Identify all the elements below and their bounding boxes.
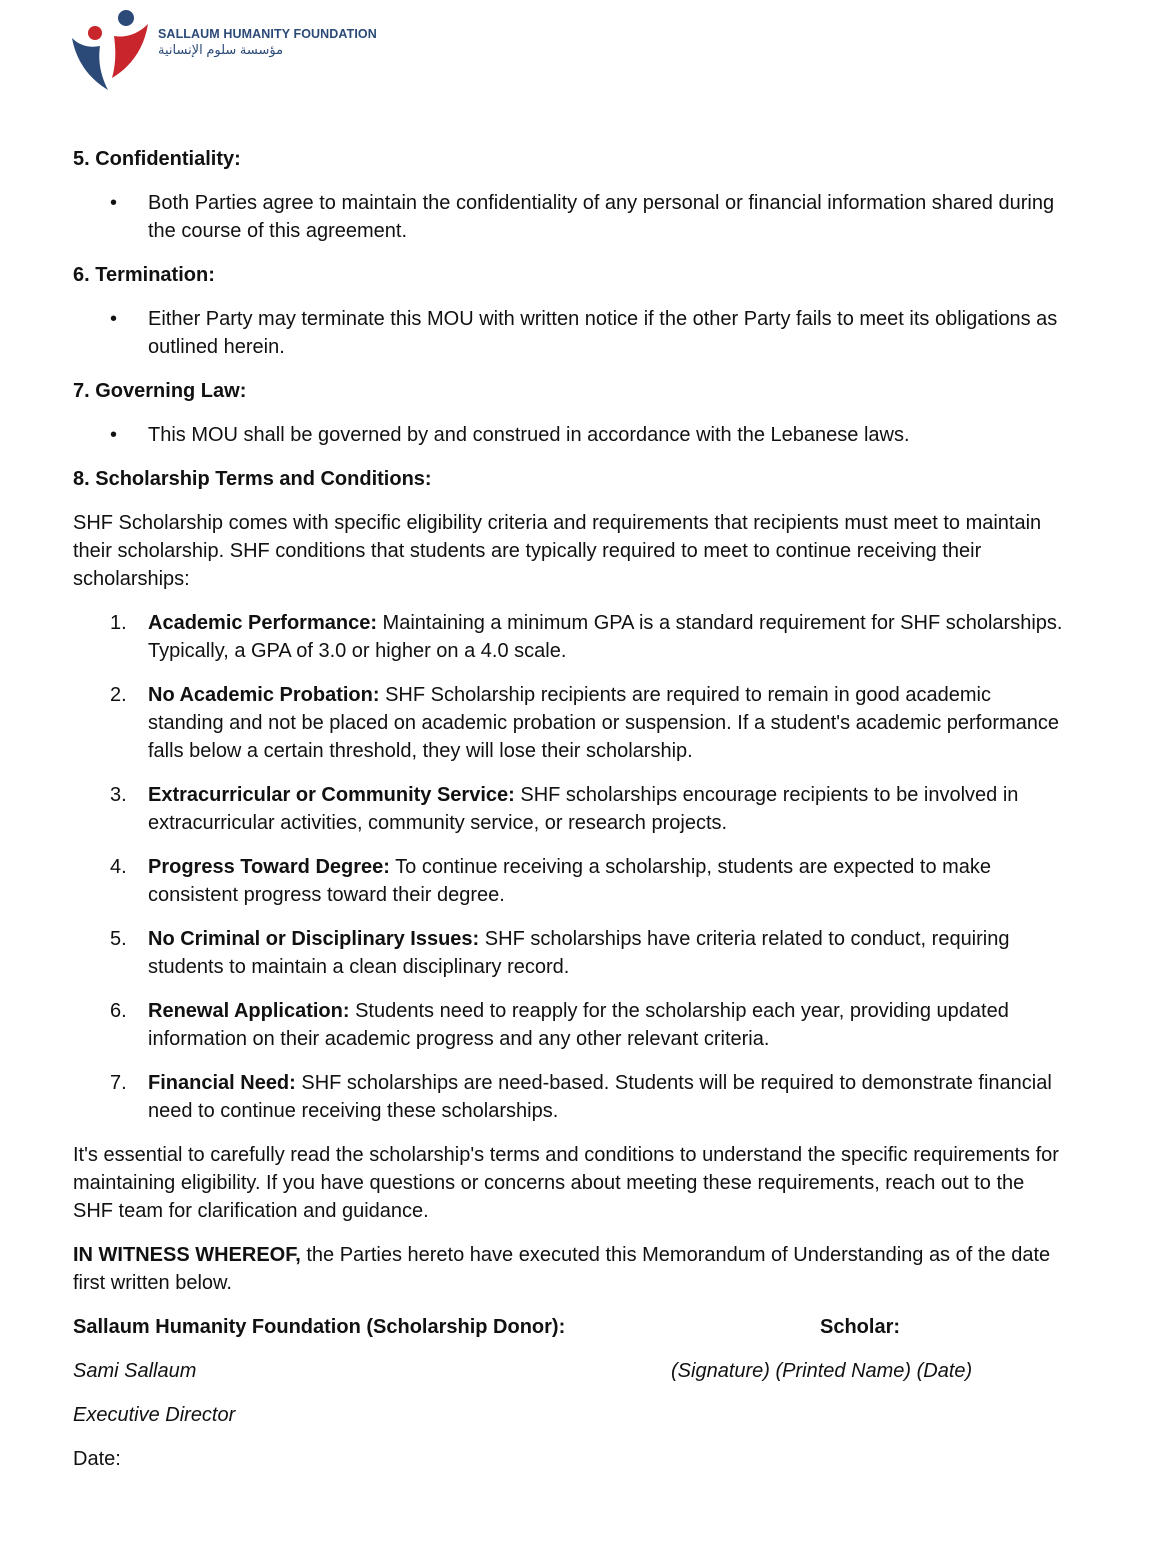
item-text: SHF scholarships are need-based. Students will be required to demonstrate financial need to continue receiving these scholarships. [148, 1072, 1052, 1122]
item-number: 4. [110, 856, 127, 878]
donor-label: Sallaum Humanity Foundation (Scholarship Donor): [73, 1316, 566, 1338]
list-item: • Both Parties agree to maintain the confidentiality of any personal or financial information shared during the course of this agreement. [110, 192, 1055, 242]
item-title: No Criminal or Disciplinary Issues: [148, 928, 480, 950]
list-item [73, 609, 1063, 665]
signature-names-row [73, 1357, 1063, 1385]
governing-law-list [73, 421, 1063, 449]
list-item: • Either Party may terminate this MOU with written notice if the other Party fails to meet its obligations as outlined herein. [110, 308, 1058, 358]
item-text: SHF scholarships have criteria related to conduct, requiring students to maintain a clean disciplinary record. [148, 928, 1010, 978]
item-text: SHF scholarships encourage recipients to be involved in extracurricular activities, community service, or research projects. [148, 784, 1019, 834]
item-number: 7. [110, 1072, 127, 1094]
list-item: • This MOU shall be governed by and construed in accordance with the Lebanese laws. [110, 424, 910, 446]
document-body [73, 145, 1063, 1489]
list-item [73, 853, 1063, 909]
confidentiality-list [73, 189, 1063, 245]
witness-text: the Parties hereto have executed this Memorandum of Understanding as of the date first written below. [73, 1244, 1051, 1294]
donor-title-row [73, 1401, 1063, 1429]
item-text: Students need to reapply for the scholarship each year, providing updated information on their academic progress and any other relevant criteria. [148, 1000, 1009, 1050]
witness-clause [73, 1241, 1063, 1297]
donor-title: Executive Director [73, 1404, 236, 1426]
item-text: To continue receiving a scholarship, students are expected to make consistent progress toward their degree. [148, 856, 992, 906]
list-item-text: Both Parties agree to maintain the confidentiality of any personal or financial information shared during the course of this agreement. [148, 192, 1055, 242]
item-text: SHF Scholarship recipients are required to remain in good academic standing and not be placed on academic probation or suspension. If a student's academic performance falls below a certain threshold, they will lose their scholarship. [148, 684, 1060, 762]
item-title: Academic Performance: [148, 612, 377, 634]
item-title: Progress Toward Degree: [148, 856, 390, 878]
scholar-signature-line: (Signature) (Printed Name) (Date) [671, 1360, 973, 1382]
item-title: Renewal Application: [148, 1000, 350, 1022]
item-number: 3. [110, 784, 127, 806]
section-heading-governing-law: 7. Governing Law: [73, 380, 247, 402]
scholarship-conditions-list [73, 609, 1063, 1125]
witness-lead: IN WITNESS WHEREOF, [73, 1244, 301, 1266]
section-heading-confidentiality: 5. Confidentiality: [73, 148, 241, 170]
item-title: Extracurricular or Community Service: [148, 784, 515, 806]
termination-list [73, 305, 1063, 361]
scholarship-closing: It's essential to carefully read the scholarship's terms and conditions to understand the specific requirements for maintaining eligibility. If you have questions or concerns about meeting these requirements, reach out to the SHF team for clarification and guidance. [73, 1144, 1059, 1222]
item-text: Maintaining a minimum GPA is a standard requirement for SHF scholarships. Typically, a GPA of 3.0 or higher on a 4.0 scale. [148, 612, 1063, 662]
item-number: 6. [110, 1000, 127, 1022]
donor-name: Sami Sallaum [73, 1360, 197, 1382]
item-title: Financial Need: [148, 1072, 296, 1094]
item-number: 5. [110, 928, 127, 950]
foundation-logo [70, 8, 390, 96]
date-label: Date: [73, 1448, 121, 1470]
list-item [73, 781, 1063, 837]
item-number: 1. [110, 612, 127, 634]
date-row [73, 1445, 1063, 1473]
signature-labels-row [73, 1313, 1063, 1341]
list-item [73, 1069, 1063, 1125]
item-title: No Academic Probation: [148, 684, 380, 706]
list-item [73, 681, 1063, 765]
list-item-text: Either Party may terminate this MOU with written notice if the other Party fails to meet its obligations as outlined herein. [148, 308, 1058, 358]
foundation-name-ar: مؤسسة سلوم الإنسانية [158, 42, 284, 57]
item-number: 2. [110, 684, 127, 706]
list-item-text: This MOU shall be governed by and construed in accordance with the Lebanese laws. [148, 424, 910, 446]
section-heading-scholarship-terms: 8. Scholarship Terms and Conditions: [73, 468, 432, 490]
list-item [73, 997, 1063, 1053]
foundation-name-en: SALLAUM HUMANITY FOUNDATION [158, 27, 377, 41]
scholarship-intro: SHF Scholarship comes with specific eligibility criteria and requirements that recipients must meet to maintain their scholarship. SHF conditions that students are typically required to meet to continue receiving their scholarships: [73, 512, 1042, 590]
foundation-logo-mark-icon [70, 8, 154, 96]
list-item [73, 925, 1063, 981]
scholar-label: Scholar: [820, 1316, 901, 1338]
section-heading-termination: 6. Termination: [73, 264, 215, 286]
